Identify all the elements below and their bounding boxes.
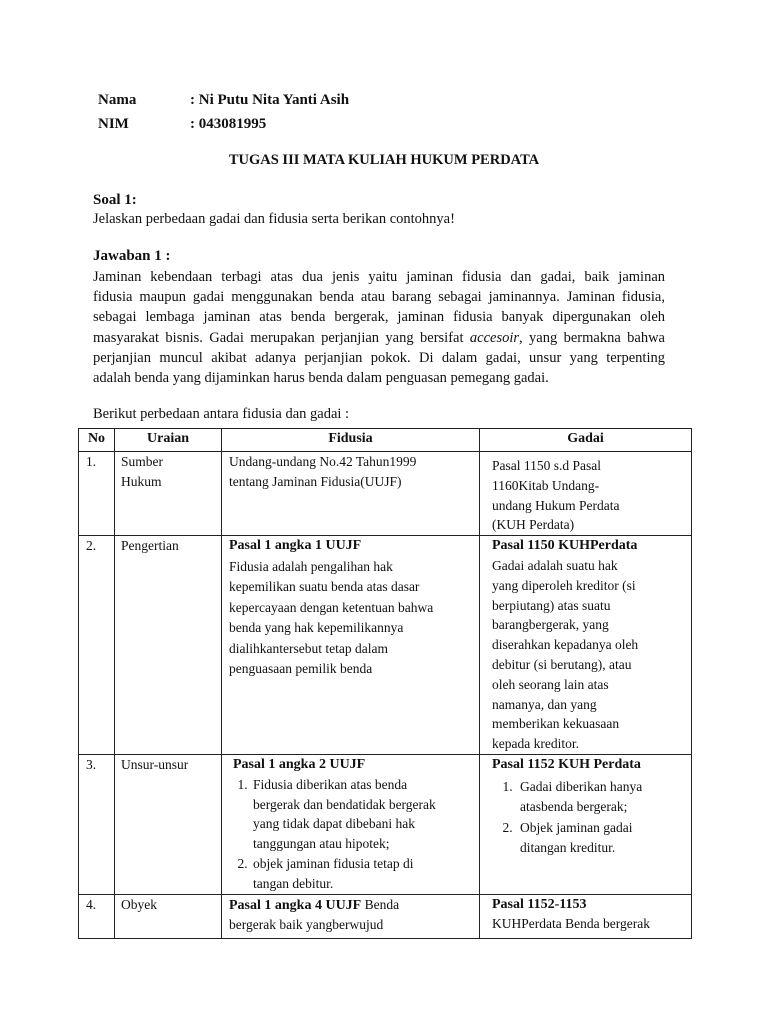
cell-line (229, 895, 473, 916)
nim-label: NIM (98, 116, 129, 132)
uraian-line: Sumber (121, 454, 163, 469)
fidusia-legal-basis: Pasal 1 angka 1 UUJF (229, 538, 362, 554)
fidusia-legal-basis: Pasal 1 angka 4 UUJF (229, 897, 362, 913)
cell-line: Pasal 1150 s.d Pasal (492, 458, 601, 473)
cell-uraian: Unsur-unsur (115, 754, 222, 894)
cell-line: bergerak dan bendatidak bergerak (253, 796, 436, 812)
cell-line: dialihkantersebut tetap dalam (229, 640, 388, 656)
cell-line: 1. Gadai diberikan hanya (520, 778, 643, 794)
list-item (516, 818, 685, 858)
cell-line: ditangan kreditur. (520, 840, 616, 856)
cell-line: kepercayaan dengan ketentuan bahwa (229, 599, 434, 615)
cell-line: diserahkan kepadanya oleh (492, 637, 639, 653)
list-item (251, 775, 473, 854)
cell-line: bergerak baik yangberwujud (229, 917, 384, 933)
cell-line: (KUH Perdata) (492, 517, 575, 533)
cell-line: KUHPerdata Benda bergerak (492, 916, 650, 932)
uraian-line: Hukum (121, 473, 162, 489)
cell-line: namanya, dan yang (492, 696, 597, 712)
cell-line: Gadai adalah suatu hak (492, 557, 618, 573)
fidusia-elements-list (229, 775, 473, 894)
cell-uraian: Obyek (115, 894, 222, 938)
cell-gadai (480, 894, 692, 938)
question-text: Jelaskan perbedaan gadai dan fidusia serta berikan contohnya! (93, 211, 455, 227)
cell-line: oleh seorang lain atas (492, 676, 609, 692)
cell-line: 1160Kitab Undang- (492, 477, 600, 493)
list-item (516, 777, 685, 817)
cell-gadai (480, 452, 692, 536)
cell-fidusia (222, 536, 480, 755)
cell-line: tentang Jaminan Fidusia(UUJF) (229, 473, 402, 489)
cell-gadai (480, 754, 692, 894)
table-row (79, 894, 692, 938)
cell-fidusia (222, 754, 480, 894)
list-item (251, 854, 473, 894)
cell-line: yang diperoleh kreditor (si (492, 577, 636, 593)
answer-line: Jaminan kebendaan terbagi atas dua jenis yaitu jaminan fidusia dan gadai, baik jaminan (93, 269, 665, 285)
answer-line-4-head: masyarakat bisnis. Gadai merupakan perjanjian yang bersifat (93, 329, 464, 346)
gadai-legal-basis: Pasal 1152 KUH Perdata (492, 756, 641, 772)
question-heading: Soal 1: (93, 192, 137, 208)
document-title: TUGAS III MATA KULIAH HUKUM PERDATA (228, 152, 540, 168)
col-header-fidusia: Fidusia (222, 429, 480, 452)
name-value: : Ni Putu Nita Yanti Asih (190, 92, 350, 108)
cell-line: berpiutang) atas suatu (492, 597, 611, 613)
cell-no: 2. (79, 536, 115, 755)
answer-heading: Jawaban 1 : (93, 248, 171, 264)
italic-term: accesoir (469, 329, 520, 346)
gadai-legal-basis: Pasal 1152-1153 (492, 896, 587, 912)
cell-no: 1. (79, 452, 115, 536)
nim-value: : 043081995 (190, 116, 267, 132)
cell-line: yang tidak dapat dibebani hak (253, 816, 415, 832)
cell-fidusia (222, 452, 480, 536)
cell-no: 4. (79, 894, 115, 938)
cell-line: kepemilikan suatu benda atas dasar (229, 579, 420, 595)
table-intro: Berikut perbedaan antara fidusia dan gadai : (93, 406, 350, 422)
answer-line: fidusia maupun gadai menggunakan benda atau barang sebagai jaminannya. Jaminan fidusia, (93, 289, 665, 306)
cell-line: memberikan kekuasaan (492, 716, 620, 732)
cell-line: Fidusia adalah pengalihan hak (229, 558, 393, 574)
answer-line: sebagai lembaga jaminan atas benda bergerak, jaminan fidusia banyak dipergunakan oleh (93, 309, 665, 326)
gadai-legal-basis: Pasal 1150 KUHPerdata (492, 538, 638, 554)
cell-fidusia (222, 894, 480, 938)
cell-text: Benda (361, 896, 400, 912)
col-header-uraian: Uraian (115, 429, 222, 452)
col-header-no: No (79, 429, 115, 452)
cell-line: Undang-undang No.42 Tahun1999 (229, 454, 417, 469)
cell-uraian: Pengertian (115, 536, 222, 755)
answer-line-4-tail: , yang bermakna bahwa (519, 329, 665, 346)
answer-paragraph (93, 267, 665, 388)
table-row (79, 754, 692, 894)
table-row (79, 536, 692, 755)
cell-line: penguasaan pemilik benda (229, 661, 373, 677)
cell-line: 1. Fidusia diberikan atas benda (253, 776, 408, 792)
cell-line: kepada kreditor. (492, 736, 579, 752)
cell-line: tangan debitur. (253, 875, 334, 891)
answer-line: perjanjian muncul akibat adanya perjanjian pokok. Di dalam gadai, unsur yang terpenting (93, 349, 665, 366)
cell-gadai (480, 536, 692, 755)
answer-line: adalah benda yang dijaminkan harus benda dalam penguasan pemegang gadai. (93, 369, 549, 386)
answer-line-4 (93, 328, 665, 348)
col-header-gadai: Gadai (480, 429, 692, 452)
cell-no: 3. (79, 754, 115, 894)
cell-line: undang Hukum Perdata (492, 497, 620, 513)
cell-line: tanggungan atau hipotek; (253, 836, 390, 852)
table-header-row (79, 429, 692, 452)
cell-line: debitur (si berutang), atau (492, 656, 632, 672)
cell-line: 2. Objek jaminan gadai (520, 820, 633, 836)
cell-line: atasbenda bergerak; (520, 798, 628, 814)
cell-line: barangbergerak, yang (492, 617, 609, 633)
cell-uraian (115, 452, 222, 536)
cell-line: benda yang hak kepemilikannya (229, 620, 404, 636)
cell-line: 2. objek jaminan fidusia tetap di (253, 855, 414, 871)
comparison-table (78, 428, 692, 939)
gadai-elements-list (492, 777, 685, 858)
name-label: Nama (98, 92, 137, 108)
fidusia-legal-basis: Pasal 1 angka 2 UUJF (233, 756, 366, 772)
table-row (79, 452, 692, 536)
